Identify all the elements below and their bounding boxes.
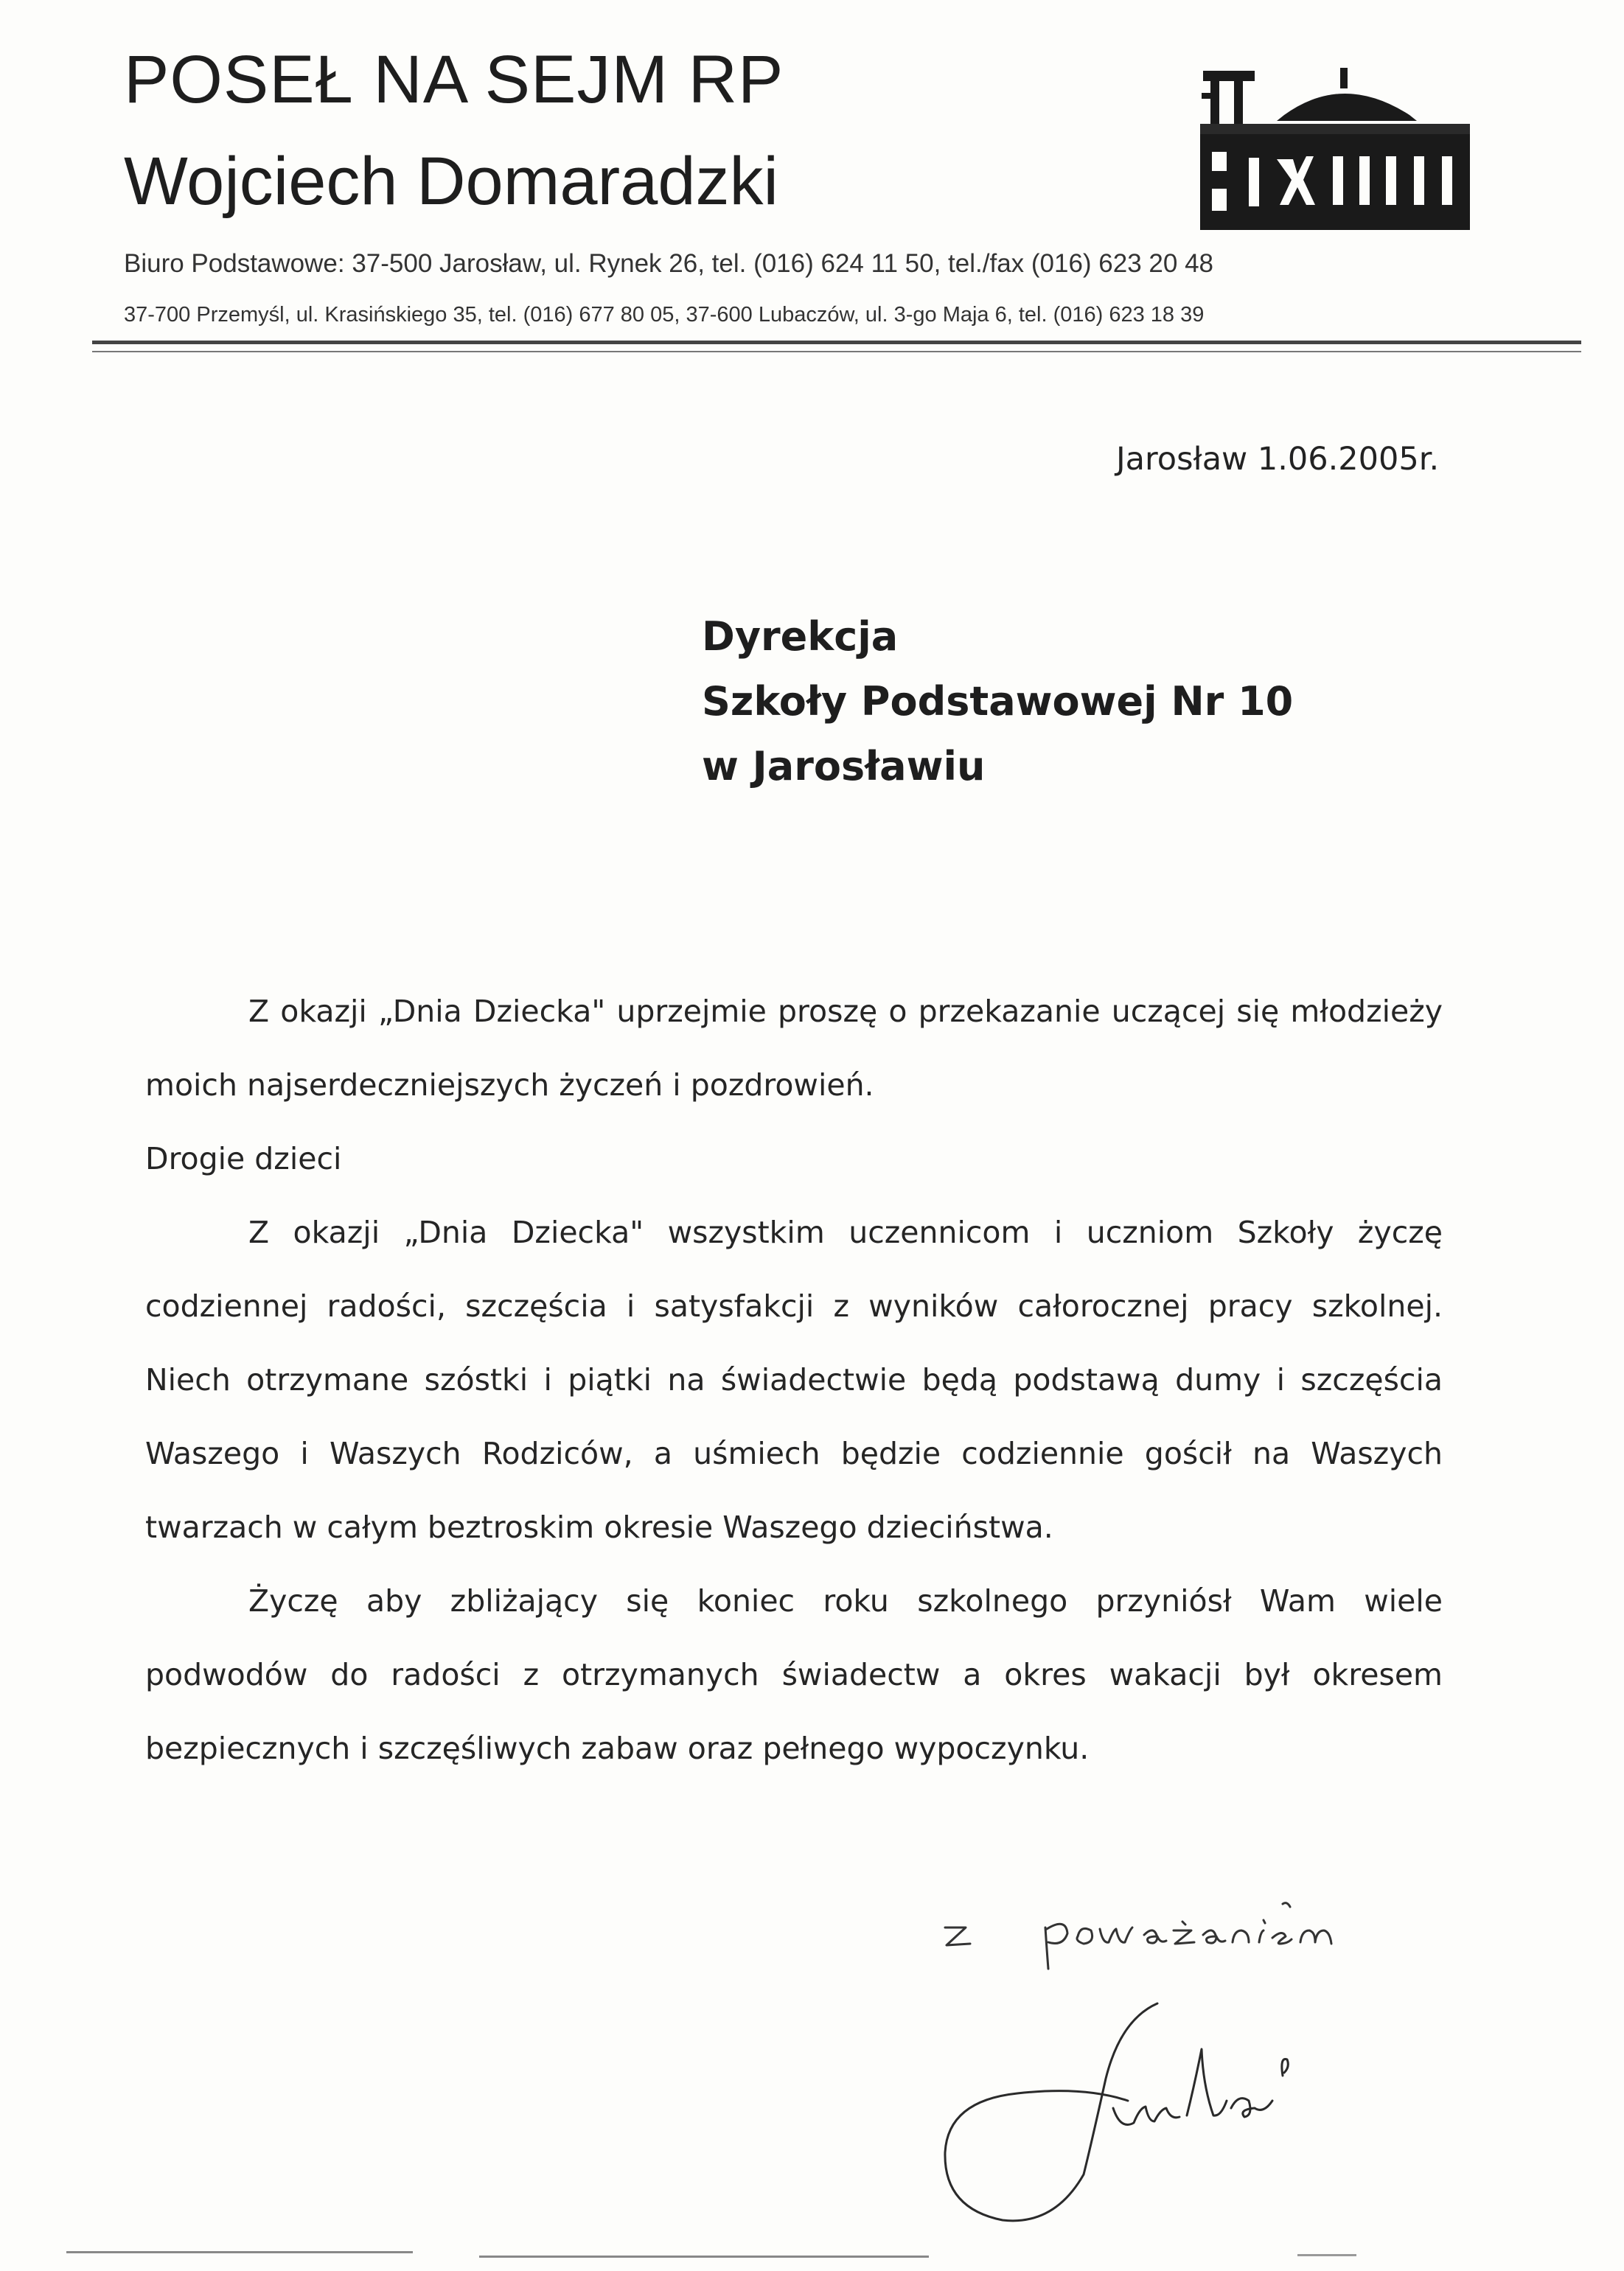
parliament-building-icon: [1196, 63, 1474, 240]
addressee-block: [702, 604, 1293, 799]
body-paragraph: Z okazji „Dnia Dziecka" wszystkim uczennicom i uczniom Szkoły życzę codziennej radości, szczęścia i satysfakcji z wyników całorocznej pracy szkolnej. Niech otrzymane szóstki i piątki na świadectwie będą podstawą dumy i szczęścia Waszego i Waszych Rodziców, a uśmiech będzie codziennie gościł na Waszych twarzach w całym beztroskim okresie Waszego dzieciństwa.: [145, 1215, 1443, 1545]
office-address-branches: 37-700 Przemyśl, ul. Krasińskiego 35, tel. (016) 677 80 05, 37-600 Lubaczów, ul. 3-go Maja 6, tel. (016) 623 18 39: [124, 303, 1205, 327]
header-divider: [92, 341, 1581, 344]
body-paragraph: Życzę aby zbliżający się koniec roku szkolnego przyniósł Wam wiele podwodów do radości z otrzymanych świadectw a okres wakacji był okresem bezpiecznych i szczęśliwych zabaw oraz pełnego wypoczynku.: [145, 1583, 1443, 1766]
handwritten-closing: [936, 1898, 1408, 1972]
letterhead-name: Wojciech Domaradzki: [124, 144, 778, 219]
handwritten-signature: [936, 1990, 1393, 2241]
letter-date: Jarosław 1.06.2005r.: [1116, 441, 1440, 478]
footer-line: [66, 2251, 413, 2253]
addressee-line: Dyrekcja: [702, 613, 899, 660]
office-address-main: Biuro Podstawowe: 37-500 Jarosław, ul. Rynek 26, tel. (016) 624 11 50, tel./fax (016) 623 20 48: [124, 249, 1214, 278]
footer-line: [479, 2256, 929, 2258]
header-divider-thin: [92, 351, 1581, 352]
addressee-line: w Jarosławiu: [702, 743, 986, 789]
letterhead-title: POSEŁ NA SEJM RP: [124, 42, 784, 117]
addressee-line: Szkoły Podstawowej Nr 10: [702, 678, 1294, 725]
greeting-line: Drogie dzieci: [145, 1141, 342, 1176]
letter-body: [145, 974, 1443, 1785]
footer-line: [1297, 2254, 1356, 2256]
body-paragraph: Z okazji „Dnia Dziecka" uprzejmie proszę o przekazanie uczącej się młodzieży moich najserdeczniejszych życzeń i pozdrowień.: [145, 994, 1443, 1103]
